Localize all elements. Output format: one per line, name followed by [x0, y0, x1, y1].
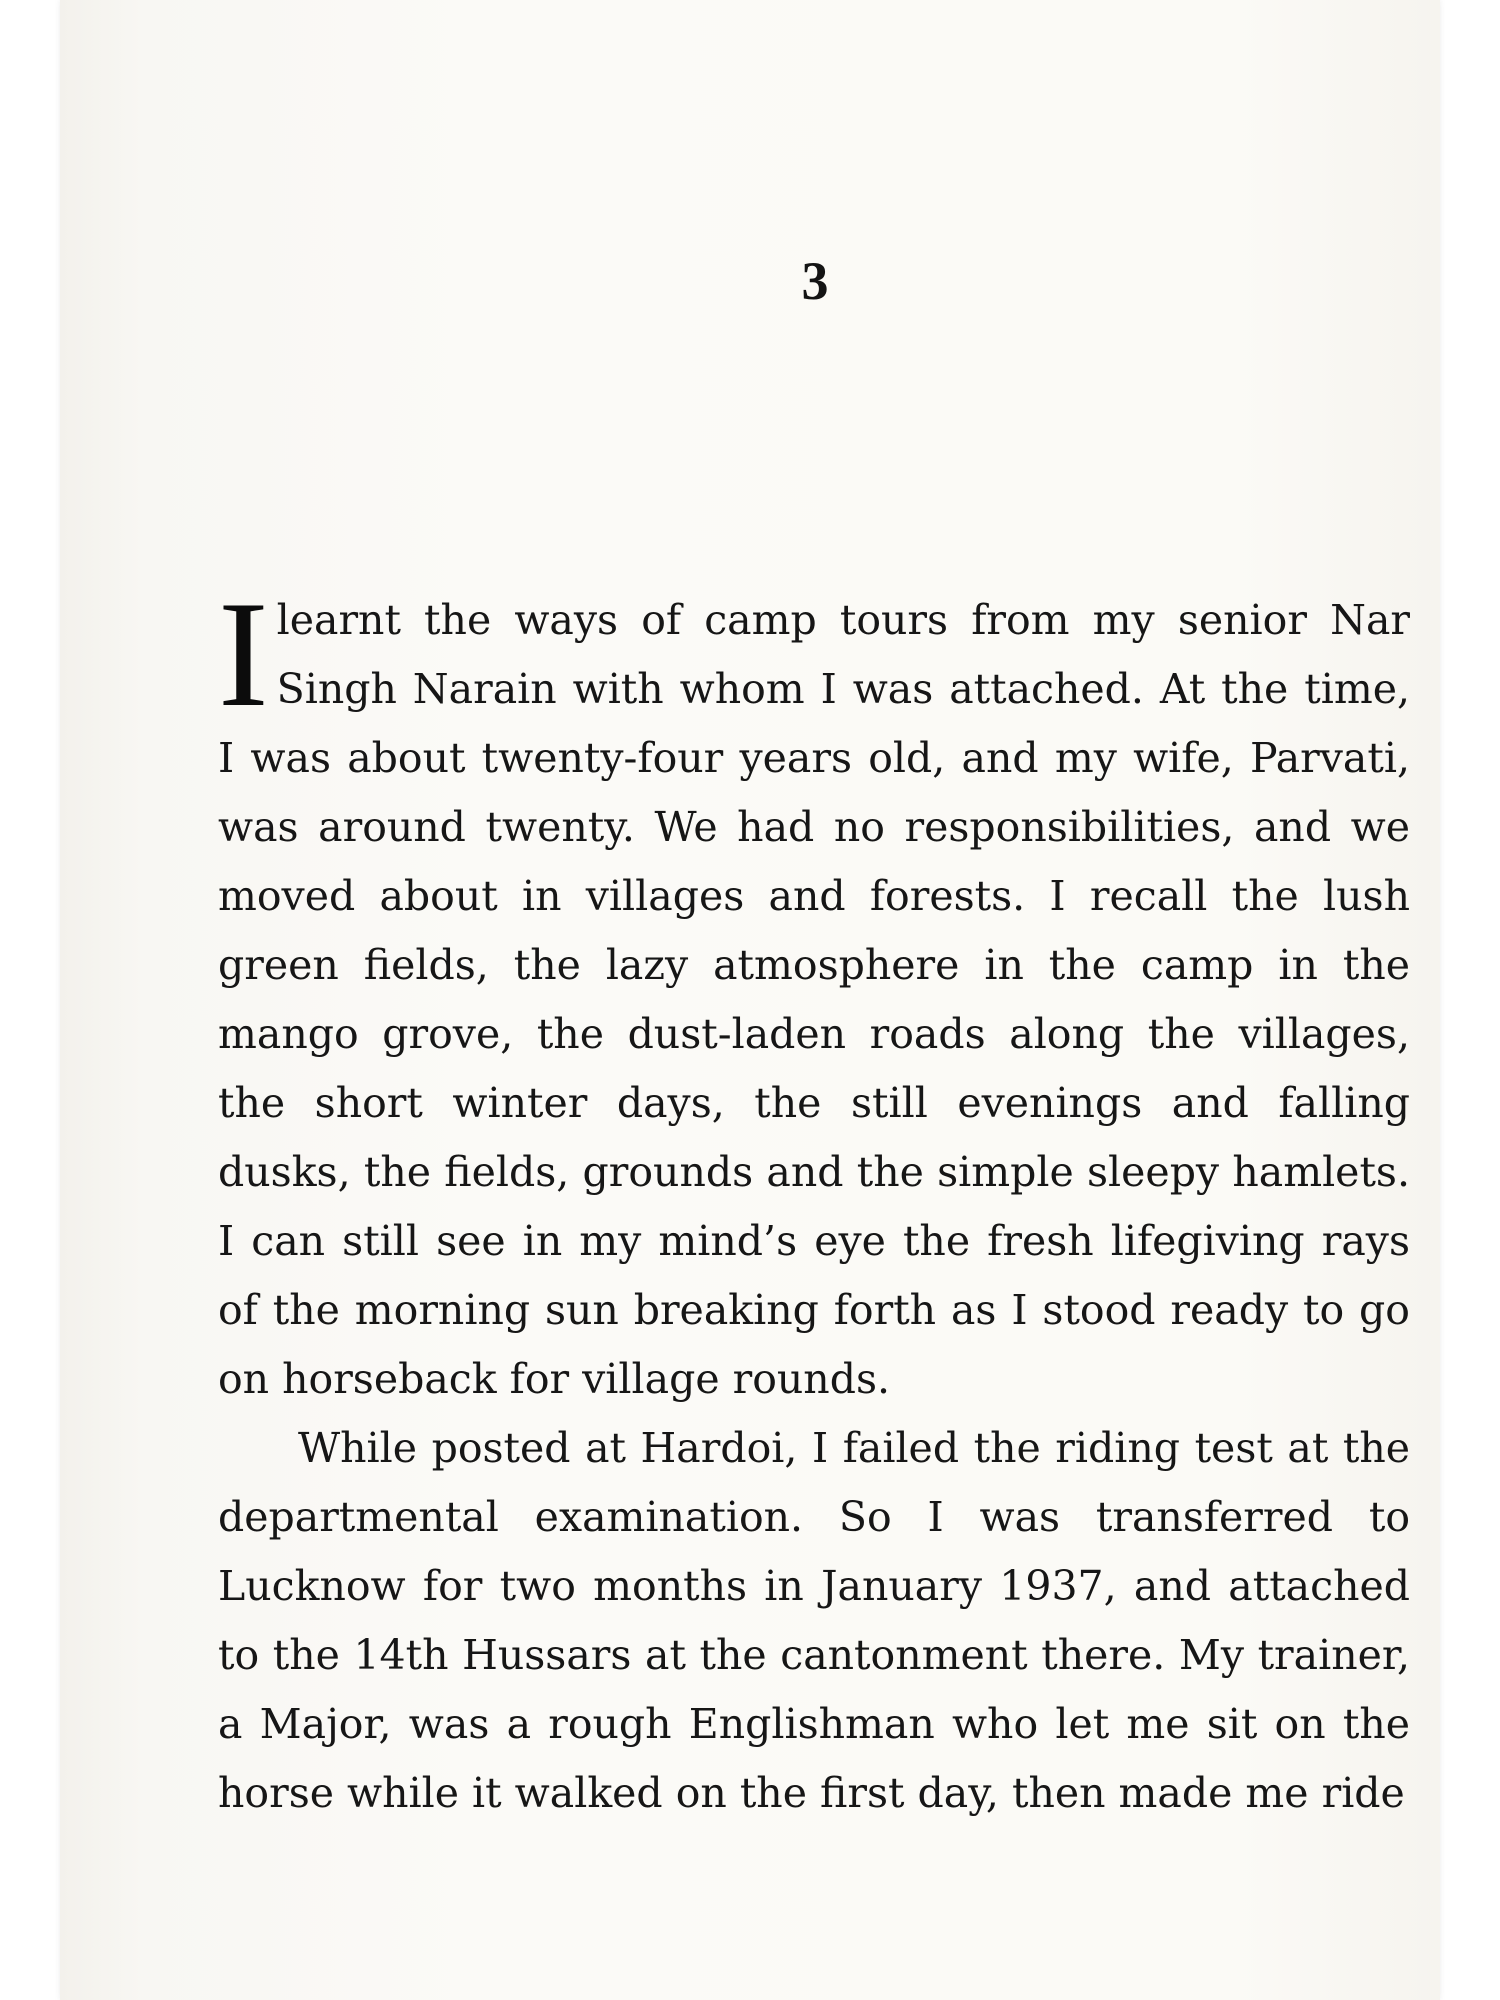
drop-cap: I [218, 570, 269, 738]
chapter-number: 3 [801, 251, 829, 311]
paragraph-1 [218, 570, 1410, 1414]
book-page [60, 0, 1440, 2000]
paragraph-2-text: While posted at Hardoi, I failed the riding test at the departmental examination. So I was transferred to Lucknow for two months in January 1937, and attached to the 14th Hussars at the cantonment there. My trainer, a Major, was a rough Englishman who let me sit on the horse while it walked on the first day, then made me ride [218, 1424, 1410, 1817]
paragraph-2 [218, 1414, 1410, 1828]
body-text [218, 570, 1410, 1828]
paragraph-1-text: learnt the ways of camp tours from my senior Nar Singh Narain with whom I was attached. At the time, I was about twenty-four years old, and my wife, Parvati, was around twenty. We had no responsibilities, and we moved about in villages and forests. I recall the lush green fields, the lazy atmosphere in the camp in the mango grove, the dust-laden roads along the villages, the short winter days, the still evenings and falling dusks, the fields, grounds and the simple sleepy hamlets. I can still see in my mind’s eye the fresh lifegiving rays of the morning sun breaking forth as I stood ready to go on horseback for village rounds. [218, 596, 1410, 1403]
